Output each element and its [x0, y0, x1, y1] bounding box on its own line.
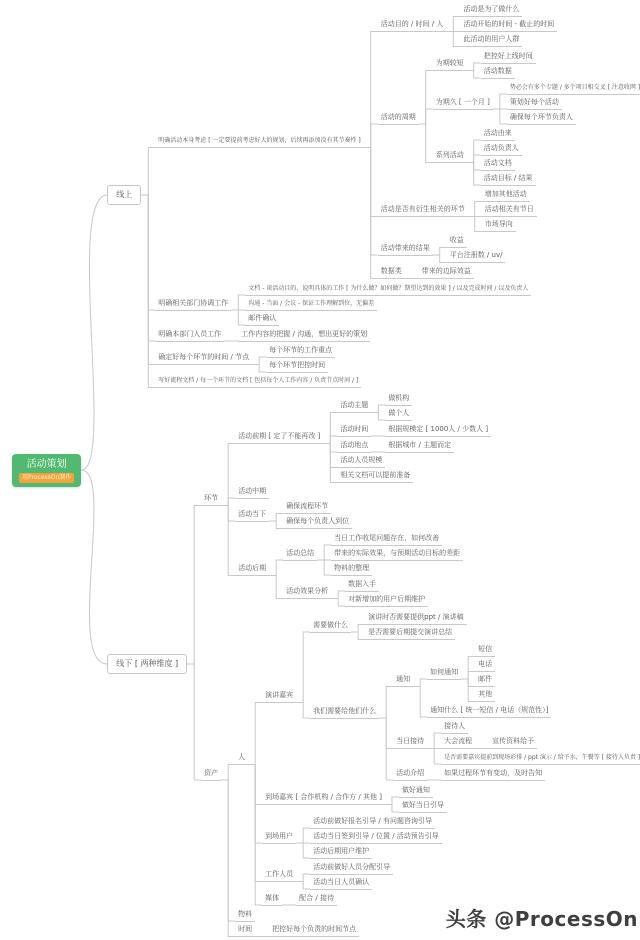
mindmap-node-label[interactable]: 配合 / 接待 — [296, 892, 337, 906]
mindmap-node-label[interactable]: 时间 — [235, 923, 255, 937]
mindmap-node-label[interactable]: 需要做什么 — [310, 619, 351, 633]
mindmap-node — [235, 531, 491, 608]
mindmap-node-label[interactable]: 活动主题 — [337, 399, 371, 413]
mindmap-node-label[interactable]: 环节 — [201, 492, 221, 506]
mindmap-node-label[interactable]: 演讲时否需要提供ppt / 演讲稿 — [365, 611, 466, 625]
mindmap-node-label[interactable]: 活动负责人 — [481, 142, 522, 156]
root-title: 活动策划 — [26, 458, 67, 470]
mindmap-node-label[interactable]: 活动目标 / 结果 — [481, 172, 536, 186]
mindmap-node-label[interactable]: 根据城市 / 主题而定 — [385, 439, 454, 453]
mindmap-node — [269, 923, 359, 937]
mindmap-node — [399, 784, 447, 798]
mindmap-node-label[interactable]: 大会流程 — [441, 735, 475, 749]
mindmap-node-label[interactable]: 通知 — [393, 673, 413, 687]
mindmap-node — [507, 111, 640, 125]
mindmap-node — [337, 438, 491, 453]
mindmap-node-label[interactable]: 我们需要给他们什么 — [310, 705, 379, 719]
mindmap-node — [475, 658, 495, 672]
mindmap-node-label[interactable]: 活动地点 — [337, 439, 371, 453]
mindmap-node-label[interactable]: 当日接待 — [393, 735, 427, 749]
mindmap-node — [235, 391, 491, 484]
mindmap-children-group — [283, 500, 352, 530]
mindmap-children-group — [155, 2, 640, 389]
mindmap-node — [155, 281, 640, 326]
mindmap-node — [378, 188, 640, 233]
mindmap-node-label[interactable]: 把控好每个负责的时间节点 — [269, 923, 359, 937]
mindmap-node — [482, 218, 537, 232]
mindmap-children-group — [310, 814, 442, 859]
mindmap-children-group — [460, 3, 557, 48]
mindmap-node — [345, 578, 428, 592]
mindmap-node-label[interactable]: 明确本部门人员工作 — [155, 328, 224, 342]
mindmap-node-label[interactable]: 通知什么 [ 统一短信 / 电话（规范性）] — [427, 704, 551, 718]
mindmap-node — [481, 172, 536, 186]
mindmap-node-label[interactable]: 每个环节把控时间 — [266, 359, 328, 373]
mindmap-node — [399, 799, 447, 813]
mindmap-children-group — [441, 766, 545, 781]
mindmap-node-label[interactable]: 活动是为了做什么 — [460, 3, 522, 17]
mindmap-children-group — [482, 188, 537, 233]
mindmap-node — [475, 673, 495, 687]
mindmap-children-group — [433, 49, 640, 187]
mindmap-node-label[interactable]: 资产 — [201, 767, 221, 781]
mindmap-node-label[interactable]: 策划好每个活动 — [507, 96, 562, 110]
mindmap-node-label[interactable]: 工作人员 — [262, 868, 296, 882]
mindmap-node — [385, 439, 454, 453]
mindmap-node-label[interactable]: 为期久 [ 一个月 ] — [433, 96, 493, 110]
mindmap-node — [365, 626, 466, 640]
mindmap-node-label[interactable]: 带来的实际效果，与预期活动目标的差距 — [331, 547, 463, 561]
mindmap-children-group — [393, 642, 640, 782]
mindmap-node-label[interactable]: 市场导向 — [482, 218, 516, 232]
mindmap-node — [365, 611, 466, 625]
mindmap-node-label[interactable]: 文档 - 谈活动目的，说明具体的工作 [ 为什么做？如何做？期望达到的效果 ] / 以及完成时间 / 以及负责人 — [245, 282, 531, 296]
mindmap-node-label[interactable]: 系列活动 — [433, 149, 467, 163]
mindmap-node-label[interactable]: 活动当下 — [235, 508, 269, 522]
mindmap-node-label[interactable]: 活动后期用户维护 — [310, 845, 372, 859]
mindmap-node-label[interactable]: 到场用户 — [262, 830, 296, 844]
mindmap-node — [283, 531, 463, 576]
mindmap-node-label[interactable] — [12, 454, 81, 487]
mindmap-node — [378, 234, 640, 264]
mindmap-children-group — [481, 49, 536, 79]
mindmap-children-group — [310, 610, 640, 782]
mindmap-node — [245, 282, 531, 296]
mindmap-node — [310, 861, 393, 875]
mindmap-node-label[interactable]: 确定好每个环节的时间 / 节点 — [155, 351, 252, 365]
mindmap-children-group — [385, 438, 454, 453]
mindmap-children-group — [238, 327, 370, 342]
mindmap-node-label[interactable]: 确保每个负责人到位 — [283, 515, 352, 529]
mindmap-node — [155, 343, 640, 373]
mindmap-children-group — [507, 80, 640, 125]
mindmap-node — [262, 783, 640, 813]
mindmap-children-group — [266, 343, 335, 373]
mindmap-node-label[interactable]: 是否需要嘉宾提前到现场彩排 / ppt 演示 / 给予水，午餐等 [ 接待人负责 ] — [441, 751, 640, 765]
mindmap-node — [433, 49, 640, 79]
mindmap-node — [107, 2, 640, 389]
mindmap-node-label[interactable]: 当日工作收尾问题存在，如何改善 — [331, 532, 442, 546]
mindmap-node-label[interactable]: 活动文档 — [481, 157, 515, 171]
mindmap-node — [337, 454, 491, 468]
mindmap-children-group — [481, 126, 536, 186]
mindmap-node — [460, 18, 557, 32]
mindmap-children-group — [107, 1, 640, 939]
mindmap-node-label[interactable]: 演讲嘉宾 — [262, 689, 296, 703]
mindmap-node-label[interactable]: 线下 [ 两种维度 ] — [107, 654, 187, 674]
mindmap-node — [262, 610, 640, 782]
mindmap-node-label[interactable]: 活动前期 [ 定了不能再改 ] — [235, 430, 323, 444]
mindmap-node — [345, 593, 428, 607]
mindmap-node — [155, 374, 640, 388]
mindmap-node-label[interactable]: 如果过程环节有变动，及时告知 — [441, 767, 545, 781]
mindmap-node — [262, 814, 640, 859]
mindmap-node — [266, 359, 335, 373]
mindmap-node-label[interactable]: 明确活动本身考虑 [ 一定要提前考虑好大的规划，后续再添加没有其节奏性 ] — [155, 134, 363, 148]
mindmap-node — [393, 719, 640, 765]
mindmap-node-label[interactable]: 写好流程文档 / 每一个环节的文档 [ 包括每个人工作内容 / 负责节点时间 / ] — [155, 374, 361, 388]
mindmap-node-label[interactable]: 邮件 — [475, 673, 495, 687]
mindmap-node-label[interactable]: 根据规模定 [ 1000人 / 少数人 ] — [385, 423, 491, 437]
mindmap-children-group — [235, 609, 640, 938]
root-badge: 用ProcessOn制作 — [19, 473, 74, 483]
mindmap-children-group — [378, 2, 640, 280]
mindmap-node-label[interactable]: 把控好上线时间 — [481, 50, 536, 64]
mindmap-node-label[interactable]: 物料的整理 — [331, 562, 372, 576]
mindmap-children-group — [447, 234, 506, 264]
mindmap-node — [460, 3, 557, 17]
mindmap-children-group — [441, 719, 640, 765]
mindmap-node-label[interactable]: 数据入手 — [345, 578, 379, 592]
mindmap-node-label[interactable]: 线上 — [107, 185, 141, 205]
mindmap-node-label[interactable]: 此活动的用户人群 — [460, 33, 522, 47]
mindmap-node — [475, 643, 495, 657]
mindmap-node — [481, 65, 536, 79]
mindmap-node-label[interactable]: 到场嘉宾 [ 合作机构 / 合作方 / 其他 ] — [262, 791, 385, 805]
mindmap-node — [481, 50, 536, 64]
mindmap-node — [201, 390, 640, 608]
mindmap-children-group — [235, 390, 491, 608]
mindmap-node-label[interactable]: 增加其他活动 — [482, 188, 530, 202]
mindmap-node-label[interactable]: 收益 — [447, 234, 467, 248]
mindmap-node-label[interactable]: 活动开始的时间 - 截止的时间 — [460, 18, 557, 32]
mindmap-node-label[interactable]: 工作内容的把握 / 沟通，想出更好的策划 — [238, 328, 370, 342]
mindmap-node — [337, 391, 491, 421]
mindmap-node — [481, 142, 536, 156]
mindmap-node-label[interactable]: 带来的边际效益 — [419, 265, 474, 279]
mindmap-node — [266, 344, 335, 358]
mindmap-node — [310, 611, 640, 641]
mindmap-node — [460, 33, 557, 47]
mindmap-node — [385, 407, 412, 421]
mindmap-node — [337, 469, 491, 483]
mindmap-children-group — [385, 391, 412, 421]
mindmap-node — [283, 515, 352, 529]
mindmap-node-label[interactable]: 如何通知 — [427, 666, 461, 680]
mindmap-node-label[interactable]: 活动目的 / 时间 / 人 — [378, 18, 447, 32]
mindmap-node-label[interactable]: 活动后期 — [235, 562, 269, 576]
mindmap-children-group — [365, 611, 466, 641]
mindmap-node-label[interactable]: 其他 — [475, 688, 495, 702]
mindmap-node-label[interactable]: 人 — [235, 751, 248, 765]
mindmap-node — [238, 328, 370, 342]
mindmap-children-group — [310, 860, 393, 890]
mindmap-node — [378, 265, 640, 280]
mindmap-node-label[interactable]: 做个人 — [385, 407, 412, 421]
mindmap-children-group — [262, 610, 640, 907]
mindmap-node-label[interactable]: 活动前做好报名引导 / 有问题咨询引导 — [310, 815, 435, 829]
mindmap-node — [447, 249, 506, 263]
mindmap-node — [331, 547, 463, 561]
mindmap-node — [481, 157, 536, 171]
mindmap-node-label[interactable]: 活动的周期 — [378, 111, 419, 125]
mindmap-children-group — [296, 891, 337, 906]
mindmap-node — [482, 203, 537, 217]
mindmap-node — [378, 3, 640, 48]
mindmap-node-label[interactable]: 活动介绍 — [393, 767, 427, 781]
mindmap-node-label[interactable]: 物料 — [235, 908, 255, 922]
mindmap-node — [475, 688, 495, 702]
mindmap-node — [507, 96, 640, 110]
mindmap-node-label[interactable]: 活动由来 — [481, 127, 515, 141]
mindmap-node — [419, 265, 474, 279]
mindmap-node-label[interactable]: 活动数据 — [481, 65, 515, 79]
mindmap-children-group — [419, 265, 474, 280]
mindmap-node-label[interactable]: 电话 — [475, 658, 495, 672]
mindmap-node — [245, 312, 531, 326]
mindmap-node — [427, 643, 551, 703]
mindmap-node — [107, 390, 640, 939]
mindmap-node-label[interactable]: 做好通知 — [399, 784, 433, 798]
mindmap-children-group — [489, 735, 537, 750]
mindmap-node-label[interactable]: 活动中期 — [235, 485, 269, 499]
mindmap-node — [201, 609, 640, 938]
mindmap-node-label[interactable]: 确保流程环节 — [283, 500, 331, 514]
mindmap-node — [331, 532, 463, 546]
mindmap-children-group — [427, 642, 551, 718]
mindmap-children-group — [345, 577, 428, 607]
mindmap-node-label[interactable]: 明确相关部门协调工作 — [155, 297, 231, 311]
mindmap-node-label[interactable]: 活动效果分析 — [283, 585, 331, 599]
mindmap-node — [489, 735, 537, 749]
mindmap-node-label[interactable]: 做好当日引导 — [399, 799, 447, 813]
root-node — [12, 1, 640, 939]
mindmap-node-label[interactable]: 为期较短 — [433, 57, 467, 71]
mindmap-node-label[interactable]: 活动总结 — [283, 547, 317, 561]
mindmap-node — [385, 392, 412, 406]
mindmap-node-label[interactable]: 每个环节的工作重点 — [266, 344, 335, 358]
mindmap-node-label[interactable]: 宣传资料给予 — [489, 735, 537, 749]
mindmap-node — [441, 735, 640, 750]
mindmap-node-label[interactable]: 平台注册数 / uv/ — [447, 249, 506, 263]
mindmap-node — [393, 642, 640, 718]
mindmap-node-label[interactable]: 对新增加的用户后期维护 — [345, 593, 428, 607]
mindmap-node-label[interactable]: 势必会有多个专题 / 多个项目相交叉 [ 注意收网 ] — [507, 81, 640, 95]
mindmap-node — [441, 751, 640, 765]
mindmap-node — [310, 845, 442, 859]
mindmap-node-label[interactable]: 活动人员规模 — [337, 454, 385, 468]
mindmap-node — [337, 422, 491, 437]
mindmap-node — [310, 876, 393, 890]
mindmap-node-label[interactable]: 相关文档可以提前准备 — [337, 469, 413, 483]
mindmap-node-label[interactable]: 短信 — [475, 643, 495, 657]
mindmap-node-label[interactable]: 活动相关有节日 — [482, 203, 537, 217]
mindmap-node-label[interactable]: 活动当日签到引导 / 位置 / 活动预告引导 — [310, 830, 442, 844]
mindmap-node — [433, 126, 640, 186]
mindmap-node-label[interactable]: 数据类 — [378, 265, 405, 279]
mindmap-children-group — [399, 783, 447, 813]
mindmap-children-group — [245, 281, 531, 326]
mindmap-node — [235, 610, 640, 907]
mindmap-node — [507, 81, 640, 95]
mindmap-node-label[interactable]: 活动前做好人员分配引导 — [310, 861, 393, 875]
mindmap-node — [310, 815, 442, 829]
mindmap-node — [441, 767, 545, 781]
mindmap-children-group — [385, 422, 491, 437]
mindmap-node — [447, 234, 506, 248]
mindmap-children-group — [331, 531, 463, 576]
mindmap-node — [427, 704, 551, 718]
mindmap-children-group — [269, 923, 359, 938]
mindmap-node-label[interactable]: 活动带来的结果 — [378, 242, 433, 256]
mindmap-node — [296, 892, 337, 906]
mindmap-node-label[interactable]: 邮件确认 — [245, 312, 279, 326]
mindmap-node-label[interactable]: 做机构 — [385, 392, 412, 406]
mindmap-children-group — [283, 531, 463, 608]
mindmap-node-label[interactable]: 活动时间 — [337, 423, 371, 437]
mindmap-node-label[interactable]: 活动当日人员确认 — [310, 876, 372, 890]
mindmap-node — [433, 80, 640, 125]
mindmap-node — [235, 500, 491, 530]
mindmap-node — [481, 127, 536, 141]
mindmap-node-label[interactable]: 沟通 - 当面 / 会议 - 保证工作理解到位，无偏差 — [245, 297, 377, 311]
mindmap-node — [441, 720, 640, 734]
mindmap-children-group — [201, 390, 640, 939]
mindmap-node-label[interactable]: 活动是否有衍生相关的环节 — [378, 203, 468, 217]
mindmap-children-group — [337, 391, 491, 484]
mindmap-node — [310, 830, 442, 844]
mindmap-node — [155, 2, 640, 280]
mindmap-node — [283, 500, 352, 514]
watermark: 头条 @ProcessOn — [445, 907, 638, 931]
mindmap-node — [310, 642, 640, 782]
mindmap-node — [235, 485, 491, 499]
mindmap-node — [393, 766, 640, 781]
mindmap-children-group — [475, 643, 495, 703]
mindmap-node — [331, 562, 463, 576]
mindmap-node-label[interactable]: 是否需要后期提交演讲总结 — [365, 626, 455, 640]
mindmap-node — [385, 423, 491, 437]
mindmap-node-label[interactable]: 接待人 — [441, 720, 468, 734]
mindmap-node — [262, 860, 640, 890]
mindmap-node — [283, 577, 463, 607]
mindmap-node — [245, 297, 531, 311]
mindmap-node — [482, 188, 537, 202]
mindmap-node — [155, 327, 640, 342]
mindmap-node-label[interactable]: 媒体 — [262, 892, 282, 906]
mindmap-node-label[interactable]: 确保每个环节负责人 — [507, 111, 576, 125]
mindmap-node — [378, 49, 640, 187]
